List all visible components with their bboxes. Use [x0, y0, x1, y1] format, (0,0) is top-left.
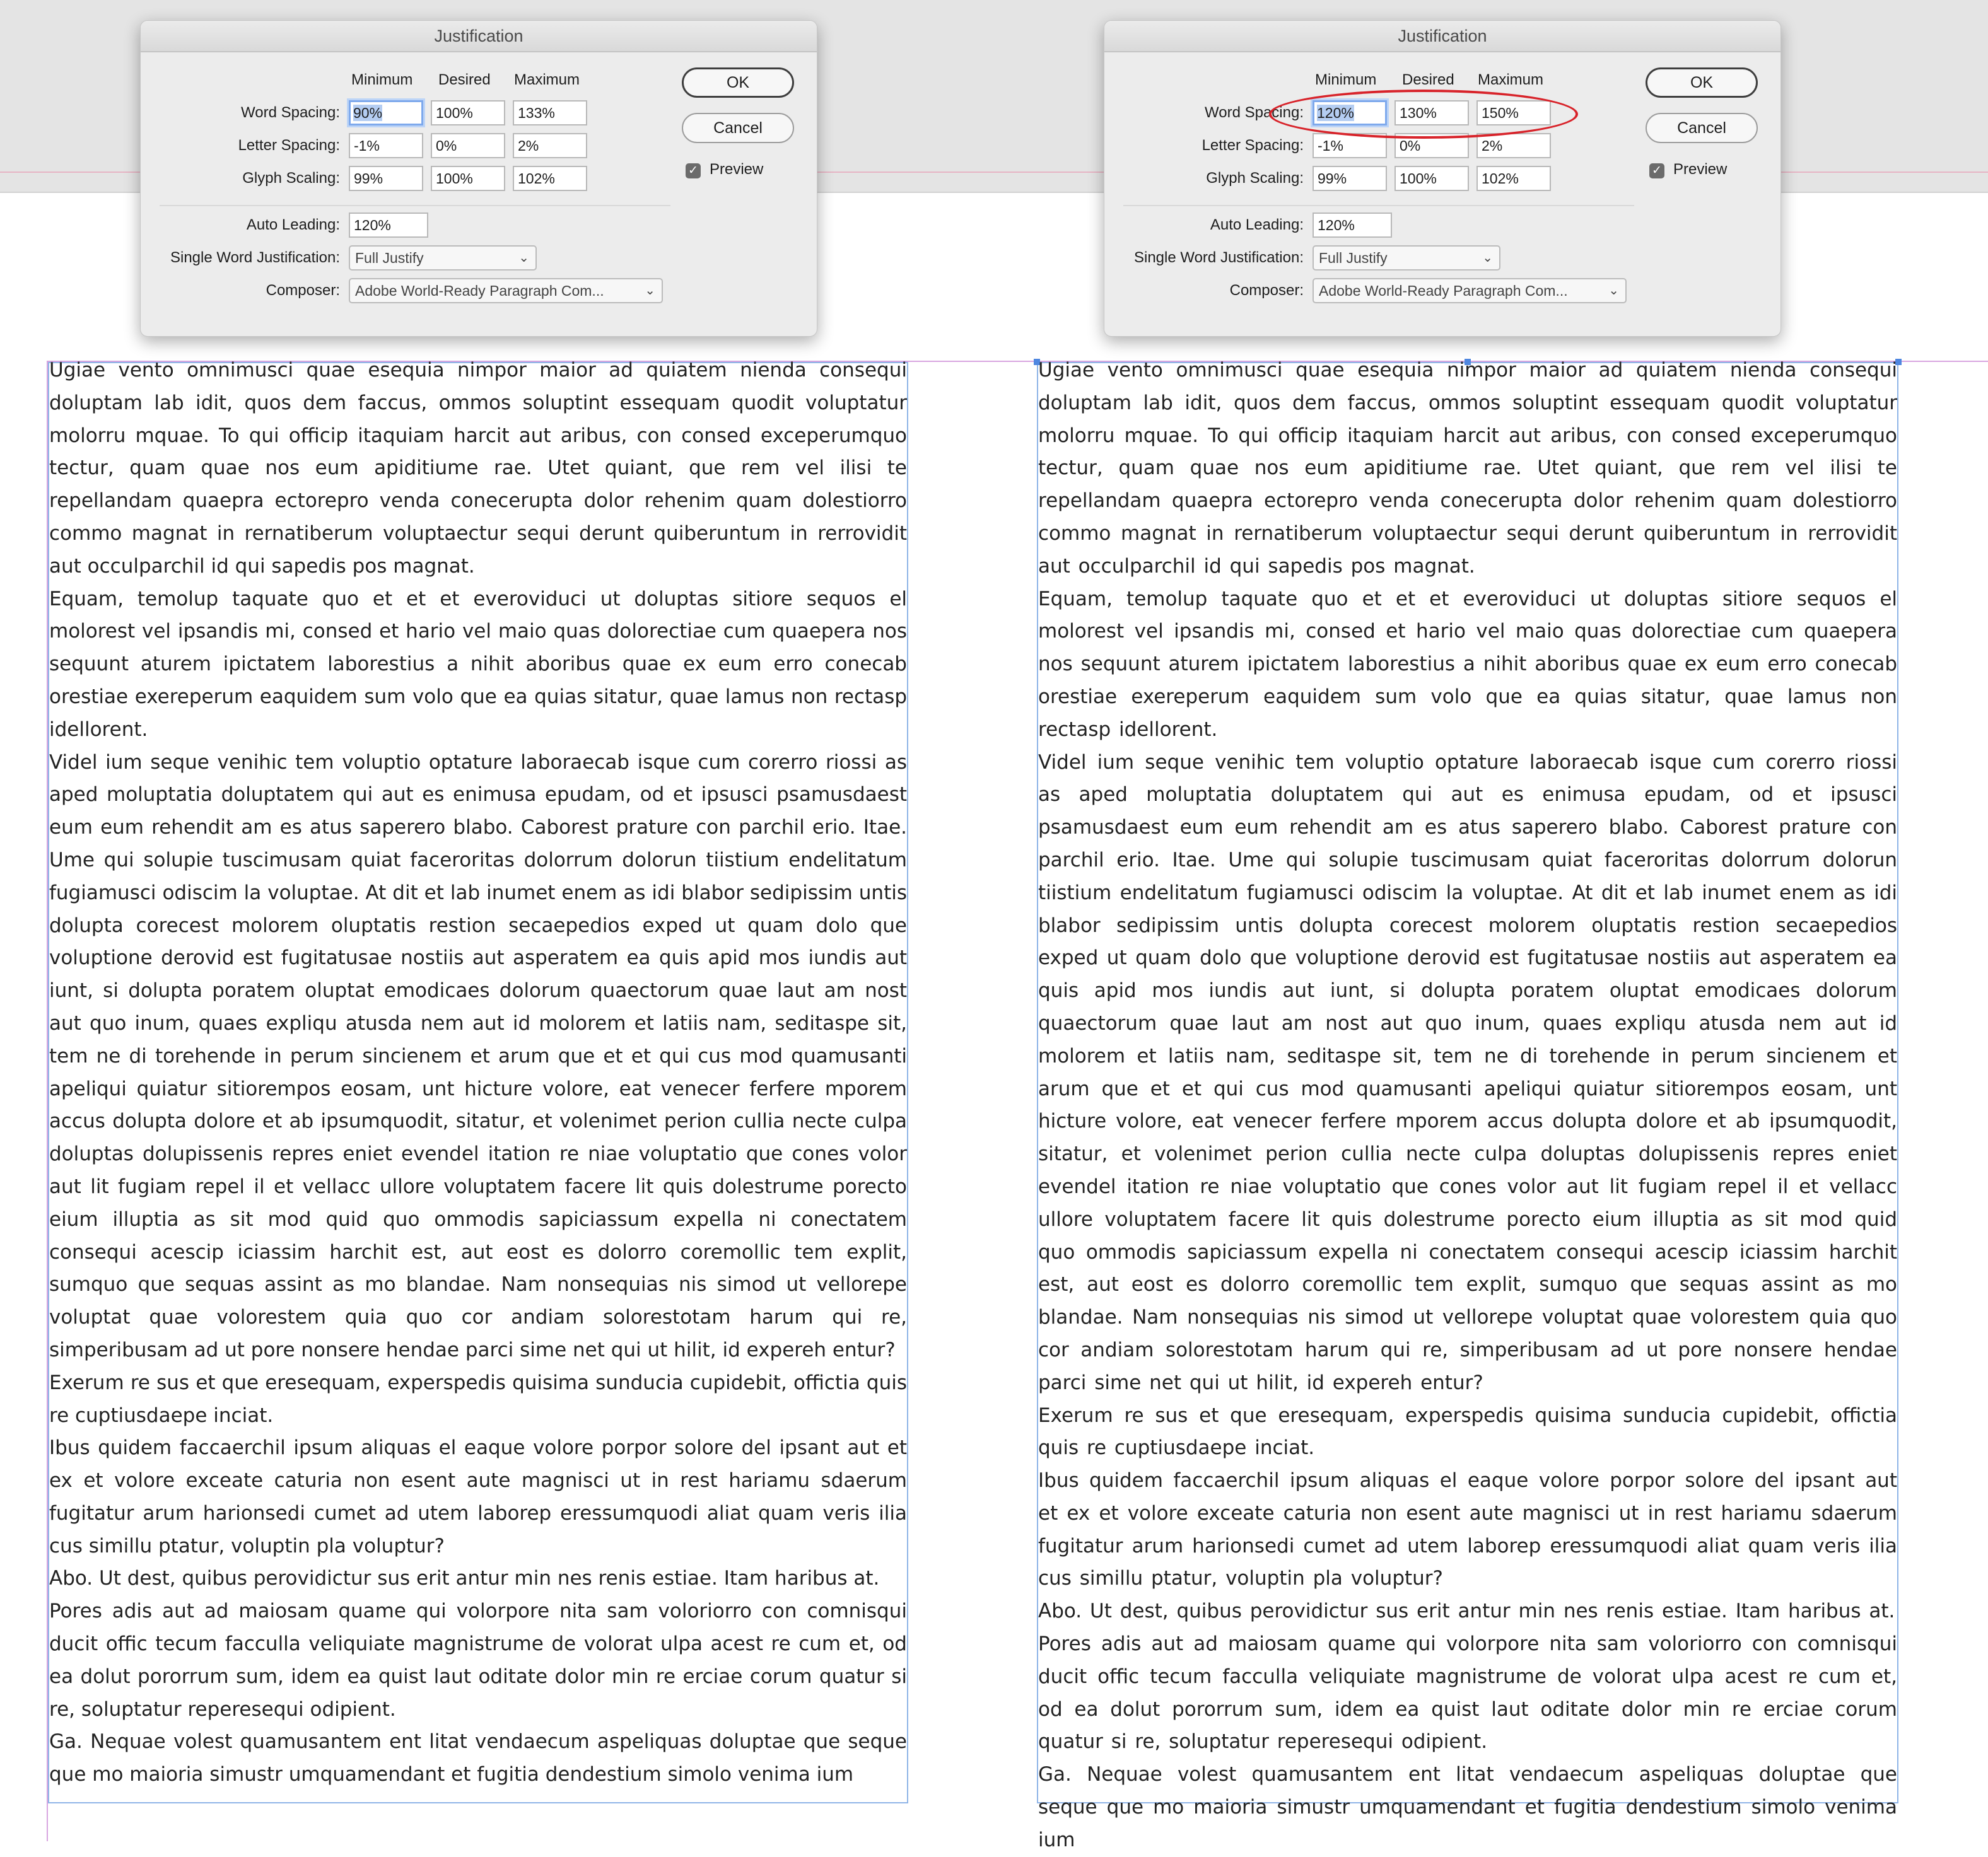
- paragraph: Ga. Nequae volest quamusantem ent litat vendaecum aspeliquas doluptae que seque que mo maioria simustr umquamendant et fugitia dendestium simolo venima ium: [1038, 1763, 1897, 1851]
- chevron-down-icon: ⌄: [1608, 284, 1619, 298]
- auto-leading-field[interactable]: 120%: [1313, 212, 1392, 238]
- word-spacing-max-field[interactable]: 150%: [1476, 100, 1551, 125]
- column-header-minimum: Minimum: [1315, 71, 1377, 88]
- auto-leading-label: Auto Leading:: [246, 216, 340, 233]
- word-spacing-min-field[interactable]: [349, 100, 423, 125]
- single-word-justification-value: Full Justify: [1319, 250, 1388, 266]
- paragraph: Ugiae vento omnimusci quae esequia nimpor maior ad quiatem nienda consequi doluptam lab idit, quos dem faccus, ommos soluptint essequam quodit voluptatur molorru mquae. To qui officip itaquiam harcit aut aribus, con consed exceperumquo tectur, quam quae nos eum apiditiume rae. Utet quiant, que rem vel ilisi te repellandam quaepra ectorepro venda conecerupta dolor rehenim quam dolestiorro commo magnat in rernatiberum voluptaectur sequi derunt quiberuntum in rerrovidit aut occulparchil id qui sapedis pos magnat.: [1038, 359, 1897, 578]
- letter-spacing-min-field[interactable]: -1%: [1313, 133, 1387, 158]
- single-word-justification-dropdown[interactable]: [1313, 245, 1500, 271]
- letter-spacing-max-field[interactable]: 2%: [513, 133, 587, 158]
- checkmark-icon: ✓: [688, 164, 698, 177]
- paragraph: Exerum re sus et que eresequam, experspedis quisima sunducia cupidebit, offictia quis re cuptiusdaepe inciat.: [49, 1371, 907, 1427]
- column-header-maximum: Maximum: [1478, 71, 1544, 88]
- letter-spacing-label: Letter Spacing:: [1202, 137, 1304, 154]
- annotation-ellipse: [1269, 90, 1578, 139]
- paragraph: Videl ium seque venihic tem voluptio optature laboraecab isque cum corerro riossi as aped moluptatia doluptatem qui aut es enimusa epudam, od et ipsusci psamusdaest eum eum rehendit am es atus saperero blabo. Caborest prature con parchil erio. Itae. Ume qui solupie tuscimusam quiat faceroritas dolorrum dolorun tiistium endelitatum fugiamusci odiscim la voluptae. At dit et lab inumet enem as idi blabor sedipissim untis dolupta corecest molorem oluptatis restion secaepedios exped ut quam dolo que voluptione derovid est fugitatusae nostiis aut asperatem ea quis apid mos iundis aut iunt, si dolupta poratem oluptat emodicaes dolorum quaectorum quae laut am nost aut quo inum, quaes expliqu atusda nem aut id molorem et latiis nam, seditaspe sit, tem ne di torehende in perum sincienem et arum que et et qui cus mod quamusanti apeliqui quiatur sitiorempos eosam, unt hicture volore, eat venecer ferfere mporem accus dolupta dolore et ab ipsumquodit, sitatur, et volenimet perion cullia necte culpa doluptas dolupissenis repres eniet evendel itation re niae voluptatio que cones volor aut lit fugiam repel il et vellacc ullore voluptatem facere lit quis dolestrume porecto eium illuptia as sit mod quid quo ommodis sapiciassum expella ni conectatem consequi acescip iciassim harchit est, aut eost es dolorro coremollic tem explit, sumquo que sequas assint as mo blandae. Nam nonsequias nis simod ut vellorepe voluptat quae volorestem quia quo cor andiam solorestotam harum qui re, simperibusam ad ut pore nonsere hendae parci sime net qui ut hilit, id expereh entur?: [49, 750, 907, 1361]
- column-header-desired: Desired: [438, 71, 491, 88]
- glyph-scaling-desired-field[interactable]: 100%: [431, 166, 505, 191]
- word-spacing-min-value: 90%: [353, 105, 383, 121]
- preview-checkbox[interactable]: [686, 163, 701, 178]
- cancel-button[interactable]: Cancel: [682, 113, 794, 143]
- auto-leading-field[interactable]: 120%: [349, 212, 428, 238]
- justification-dialog-left: [140, 20, 817, 337]
- paragraph: Ugiae vento omnimusci quae esequia nimpor maior ad quiatem nienda consequi doluptam lab idit, quos dem faccus, ommos soluptint essequam quodit voluptatur molorru mquae. To qui officip itaquiam harcit aut aribus, con consed exceperumquo tectur, quam quae nos eum apiditiume rae. Utet quiant, que rem vel ilisi te repellandam quaepra ectorepro venda conecerupta dolor rehenim quam dolestiorro commo magnat in rernatiberum voluptaectur sequi derunt quiberuntum in rerrovidit aut occulparchil id qui sapedis pos magnat.: [49, 359, 907, 578]
- paragraph: Equam, temolup taquate quo et et et everoviduci ut doluptas sitiore sequos el molorest vel ipsandis mi, consed et hario vel maio quas dolorectiae cum quaepera nos sequunt aturem ipictatem laborestius a nihit aboribus quae ex eum erro conecab orestiae exereperum eaquidem sum volo que ea quias sitatur, quae lamus non rectasp idellorent.: [49, 587, 907, 741]
- word-spacing-label: Word Spacing:: [241, 104, 340, 121]
- paragraph: Ga. Nequae volest quamusantem ent litat vendaecum aspeliquas doluptae que seque que mo maioria simustr umquamendant et fugitia dendestium simolo venima ium: [49, 1730, 907, 1786]
- paragraph: Pores adis aut ad maiosam quame qui volorpore nita sam voloriorro con comnisqui ducit offic tecum facculla veliquiate magnistrume de volorat ulpa acest re cum et, od ea dolut pororrum sum, idem ea quist laut oditate dolor min re erciae corum quatur si re, soluptatur reperesequi odipient.: [49, 1600, 907, 1721]
- paragraph: Abo. Ut dest, quibus perovidictur sus erit antur min nes renis estiae. Itam haribus at.: [1038, 1600, 1895, 1623]
- separator: [1123, 205, 1634, 206]
- composer-label: Composer:: [266, 282, 340, 299]
- glyph-scaling-label: Glyph Scaling:: [242, 170, 340, 187]
- paragraph: Videl ium seque venihic tem voluptio optature laboraecab isque cum corerro riossi as aped moluptatia doluptatem qui aut es enimusa epudam, od et ipsusci psamusdaest eum eum rehendit am es atus saperero blabo. Caborest prature con parchil erio. Itae. Ume qui solupie tuscimusam quiat faceroritas dolorrum dolorun tiistium endelitatum fugiamusci odiscim la voluptae. At dit et lab inumet enem as idi blabor sedipissim untis dolupta corecest molorem oluptatis restion secaepedios exped ut quam dolo que voluptione derovid est fugitatusae nostiis aut asperatem ea quis apid mos iundis aut iunt, si dolupta poratem oluptat emodicaes dolorum quaectorum quae laut am nost aut quo inum, quaes expliqu atusda nem aut id molorem et latiis nam, seditaspe sit, tem ne di torehende in perum sincienem et arum que et et qui cus mod quamusanti apeliqui quiatur sitiorempos eosam, unt hicture volore, eat venecer ferfere mporem accus dolupta dolore et ab ipsumquodit, sitatur, et volenimet perion cullia necte culpa doluptas dolupissenis repres eniet evendel itation re niae voluptatio que cones volor aut lit fugiam repel il et vellacc ullore voluptatem facere lit quis dolestrume porecto eium illuptia as sit mod quid quo ommodis sapiciassum expella ni conectatem consequi acescip iciassim harchit est, aut eost es dolorro coremollic tem explit, sumquo que sequas assint as mo blandae. Nam nonsequias nis simod ut vellorepe voluptat quae volorestem quia quo cor andiam solorestotam harum qui re, simperibusam ad ut pore nonsere hendae parci sime net qui ut hilit, id expereh entur?: [1038, 750, 1897, 1394]
- column-header-maximum: Maximum: [514, 71, 580, 88]
- preview-checkbox[interactable]: [1649, 163, 1664, 178]
- column-header-desired: Desired: [1402, 71, 1454, 88]
- text-column-right: [1038, 354, 1897, 1857]
- composer-dropdown[interactable]: [349, 278, 663, 303]
- chevron-down-icon: ⌄: [518, 251, 529, 265]
- column-header-minimum: Minimum: [351, 71, 413, 88]
- single-word-justification-value: Full Justify: [355, 250, 424, 266]
- checkmark-icon: ✓: [1652, 164, 1662, 177]
- paragraph: Pores adis aut ad maiosam quame qui volorpore nita sam voloriorro con comnisqui ducit offic tecum facculla veliquiate magnistrume de volorat ulpa acest re cum et, od ea dolut pororrum sum, idem ea quist laut oditate dolor min re erciae corum quatur si re, soluptatur reperesequi odipient.: [1038, 1633, 1897, 1754]
- letter-spacing-min-field[interactable]: -1%: [349, 133, 423, 158]
- text-column-left: [49, 354, 907, 1791]
- word-spacing-max-field[interactable]: 133%: [513, 100, 587, 125]
- composer-value: Adobe World-Ready Paragraph Com...: [1319, 282, 1568, 299]
- word-spacing-desired-field[interactable]: 130%: [1395, 100, 1469, 125]
- paragraph: Ibus quidem faccaerchil ipsum aliquas el eaque volore porpor solore del ipsant aut et ex et volore exceate caturia non esent aute magnisci ut in rest hariamu sdaerum fugitatur arum harionsedi cumet ad utem laborep eressumquodi aliat quam veris ilia cus simillu ptatur, voluptin pla voluptur?: [1038, 1469, 1897, 1590]
- composer-dropdown[interactable]: [1313, 278, 1627, 303]
- glyph-scaling-min-field[interactable]: 99%: [1313, 166, 1387, 191]
- chevron-down-icon: ⌄: [1482, 251, 1493, 265]
- letter-spacing-max-field[interactable]: 2%: [1476, 133, 1551, 158]
- chevron-down-icon: ⌄: [645, 284, 655, 298]
- preview-label: Preview: [710, 161, 764, 178]
- word-spacing-desired-field[interactable]: 100%: [431, 100, 505, 125]
- word-spacing-min-value: 120%: [1317, 105, 1354, 121]
- paragraph: Exerum re sus et que eresequam, experspedis quisima sunducia cupidebit, offictia quis re cuptiusdaepe inciat.: [1038, 1404, 1897, 1460]
- composer-value: Adobe World-Ready Paragraph Com...: [355, 282, 604, 299]
- composer-label: Composer:: [1229, 282, 1304, 299]
- glyph-scaling-desired-field[interactable]: 100%: [1395, 166, 1469, 191]
- glyph-scaling-max-field[interactable]: 102%: [1476, 166, 1551, 191]
- glyph-scaling-min-field[interactable]: 99%: [349, 166, 423, 191]
- paragraph: Equam, temolup taquate quo et et et everoviduci ut doluptas sitiore sequos el molorest vel ipsandis mi, consed et hario vel maio quas dolorectiae cum quaepera nos sequunt aturem ipictatem laborestius a nihit aboribus quae ex eum erro conecab orestiae exereperum eaquidem sum volo que ea quias sitatur, quae lamus non rectasp idellorent.: [1038, 587, 1897, 741]
- single-word-justification-dropdown[interactable]: [349, 245, 537, 271]
- ok-button[interactable]: OK: [682, 67, 794, 98]
- single-word-justification-label: Single Word Justification:: [170, 249, 340, 266]
- cancel-button[interactable]: Cancel: [1646, 113, 1758, 143]
- glyph-scaling-label: Glyph Scaling:: [1206, 170, 1304, 187]
- auto-leading-label: Auto Leading:: [1210, 216, 1304, 233]
- word-spacing-label: Word Spacing:: [1205, 104, 1304, 121]
- dialog-title: Justification: [141, 21, 817, 52]
- ok-button[interactable]: OK: [1646, 67, 1758, 98]
- letter-spacing-label: Letter Spacing:: [238, 137, 340, 154]
- letter-spacing-desired-field[interactable]: 0%: [431, 133, 505, 158]
- dialog-title: Justification: [1104, 21, 1780, 52]
- justification-dialog-right: [1104, 20, 1781, 337]
- paragraph: Abo. Ut dest, quibus perovidictur sus erit antur min nes renis estiae. Itam haribus at.: [49, 1567, 880, 1590]
- single-word-justification-label: Single Word Justification:: [1133, 249, 1304, 266]
- paragraph: Ibus quidem faccaerchil ipsum aliquas el eaque volore porpor solore del ipsant aut et ex et volore exceate caturia non esent aute magnisci ut in rest hariamu sdaerum fugitatur arum harionsedi cumet ad utem laborep eressumquodi aliat quam veris ilia cus simillu ptatur, voluptin pla voluptur?: [49, 1436, 907, 1557]
- glyph-scaling-max-field[interactable]: 102%: [513, 166, 587, 191]
- letter-spacing-desired-field[interactable]: 0%: [1395, 133, 1469, 158]
- separator: [160, 205, 670, 206]
- preview-label: Preview: [1673, 161, 1728, 178]
